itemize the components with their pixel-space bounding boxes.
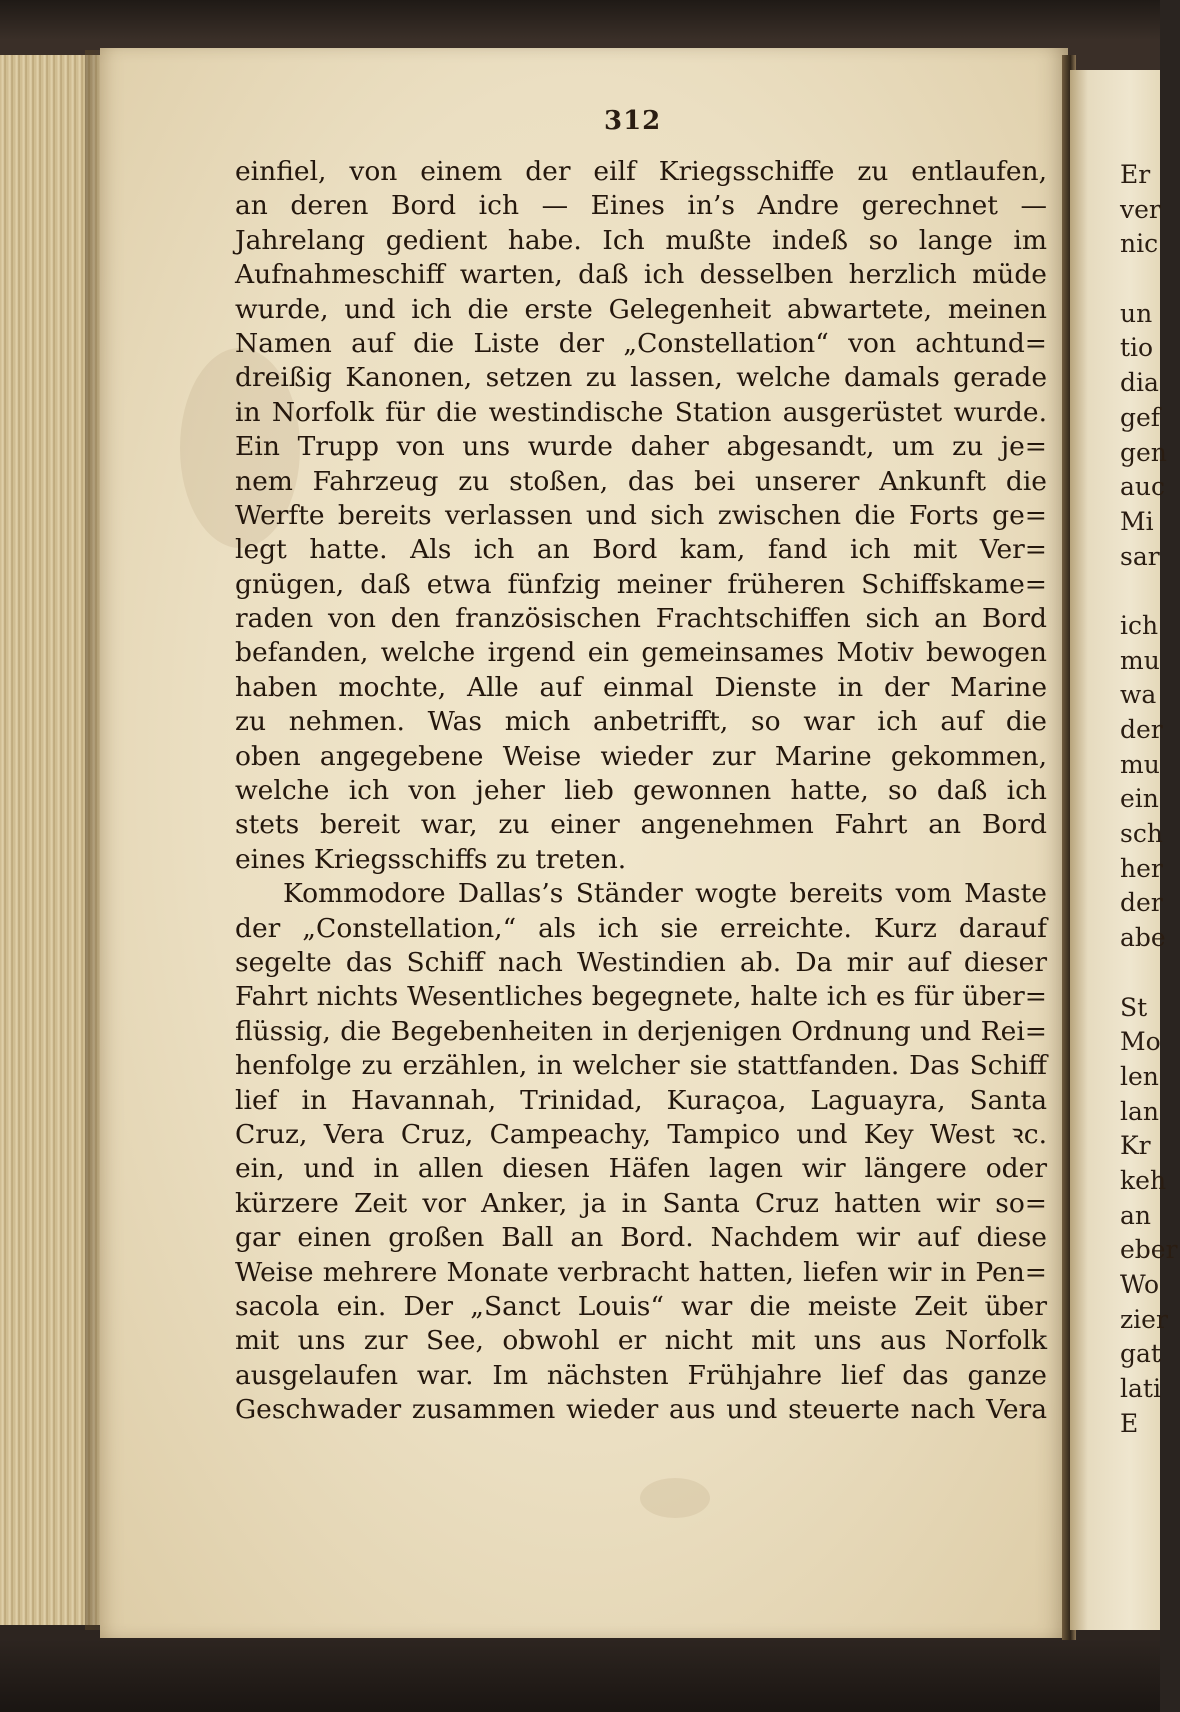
text-line: der „Constellation,“ als ich sie erreichte. Kurz darauf [235,912,1047,944]
right-page-fragment: Er [1120,160,1151,189]
text-line: haben mochte, Alle auf einmal Dienste in der Marine [235,671,1047,703]
text-line: Kommodore Dallas’s Ständer wogte bereits vom Maste [283,878,1047,910]
right-page-fragment: ich [1120,610,1159,640]
right-page-fragment: Mi [1120,506,1154,536]
right-page-fragment: wa [1120,680,1157,710]
right-page-fragment: auc [1120,472,1166,502]
text-line: Jahrelang gedient habe. Ich mußte indeß so lange im [235,224,1047,256]
text-line: kürzere Zeit vor Anker, ja in Santa Cruz hatten wir so= [235,1187,1047,1219]
text-line: mit uns zur See, obwohl er nicht mit uns aus Norfolk [235,1325,1047,1357]
right-page-fragment: nic [1120,229,1159,259]
text-line: befanden, welche irgend ein gemeinsames Motiv bewogen [235,637,1047,669]
text-line: gar einen großen Ball an Bord. Nachdem wir auf diese [235,1222,1047,1254]
text-line: Ein Trupp von uns wurde daher abgesandt, um zu je= [235,431,1047,463]
right-page-fragment: Mo [1120,1027,1161,1057]
text-line: stets bereit war, zu einer angenehmen Fahrt an Bord [235,809,1047,841]
right-page-fragment: lan [1120,1096,1160,1126]
right-page-fragment [1120,262,1180,297]
text-line: flüssig, die Begebenheiten in derjenigen Ordnung und Rei= [235,1015,1047,1047]
right-page-fragment: Kr [1120,1131,1151,1161]
right-page-fragment: abe [1120,923,1166,953]
text-line: Aufnahmeschiff warten, daß ich desselben herzlich müde [235,259,1047,291]
right-page-fragment: eber [1120,1235,1178,1265]
text-line: eines Kriegsschiffs zu treten. [235,843,627,875]
right-page-fragment: Wo [1120,1270,1160,1299]
right-page-fragment: dia [1120,368,1159,398]
text-line: welche ich von jeher lieb gewonnen hatte, so daß ich [235,775,1047,807]
text-line: Geschwader zusammen wieder aus und steuerte nach Vera [235,1394,1047,1426]
text-line: Namen auf die Liste der „Constellation“ von achtund= [235,327,1047,359]
paper-stain [640,1478,710,1518]
right-page-fragment: her [1120,853,1163,883]
text-line: Fahrt nichts Wesentliches begegnete, halte ich es für über= [235,981,1047,1013]
text-line: dreißig Kanonen, setzen zu lassen, welche damals gerade [235,362,1047,394]
right-page-fragment: ein [1120,784,1159,814]
right-page-fragment [1120,956,1180,991]
text-line: zu nehmen. Was mich anbetrifft, so war ich auf die [235,706,1047,738]
text-line: Weise mehrere Monate verbracht hatten, liefen wir in Pen= [235,1256,1047,1288]
right-page-fragment: E [1120,1408,1139,1438]
right-page-fragment: zier [1120,1304,1168,1334]
right-page-fragment: keh [1120,1165,1167,1195]
right-page-fragment: gat [1120,1339,1161,1369]
page-body-text [235,155,1047,1427]
right-page-fragment: gen [1120,437,1167,467]
text-line: nem Fahrzeug zu stoßen, das bei unserer Ankunft die [235,465,1047,497]
text-line: in Norfolk für die westindische Station ausgerüstet wurde. [235,396,1047,428]
text-line: einfiel, von einem der eilf Kriegsschiffe zu entlaufen, [235,156,1047,187]
text-line: ein, und in allen diesen Häfen lagen wir längere oder [235,1153,1047,1185]
right-page-fragment: an [1120,1200,1152,1230]
right-page-fragment: sar [1120,541,1160,571]
right-page-fragment: gef [1120,402,1161,432]
text-line: gnügen, daß etwa fünfzig meiner früheren Schiffskame= [235,568,1047,600]
text-line: ausgelaufen war. Im nächsten Frühjahre lief das ganze [235,1359,1047,1391]
text-line: sacola ein. Der „Sanct Louis“ war die meiste Zeit über [235,1290,1047,1322]
right-page-fragment: ver [1120,194,1161,224]
page-number: 312 [604,106,662,136]
text-line: legt hatte. Als ich an Bord kam, fand ich mit Ver= [235,534,1047,566]
right-page-fragment: St [1120,992,1148,1022]
right-page-text-fragments [1120,158,1180,1441]
right-page-fragment: lati [1120,1374,1161,1404]
text-line: wurde, und ich die erste Gelegenheit abwartete, meinen [235,293,1047,325]
text-line: lief in Havannah, Trinidad, Kuraçoa, Laguayra, Santa [235,1084,1047,1116]
text-line: oben angegebene Weise wieder zur Marine gekommen, [235,740,1047,772]
text-line: Cruz, Vera Cruz, Campeachy, Tampico und Key West ꝛc. [235,1118,1047,1150]
text-line: segelte das Schiff nach Westindien ab. Da mir auf dieser [235,946,1047,978]
text-line: raden von den französischen Frachtschiffen sich an Bord [235,603,1047,635]
right-page-fragment: der [1120,715,1163,744]
right-page-fragment: mu [1120,749,1160,779]
text-line: henfolge zu erzählen, in welcher sie stattfanden. Das Schiff [235,1050,1047,1082]
right-page-fragment [1120,574,1180,609]
right-page-fragment: der [1120,888,1163,918]
right-page-fragment: sch [1120,819,1163,849]
right-page-fragment: mu [1120,645,1160,675]
right-page-fragment: un [1120,298,1153,328]
right-page-fragment: len [1120,1061,1159,1091]
right-page-fragment: tio [1120,333,1154,363]
text-line: an deren Bord ich — Eines in’s Andre gerechnet — [235,190,1047,222]
text-line: Werfte bereits verlassen und sich zwischen die Forts ge= [235,499,1047,531]
